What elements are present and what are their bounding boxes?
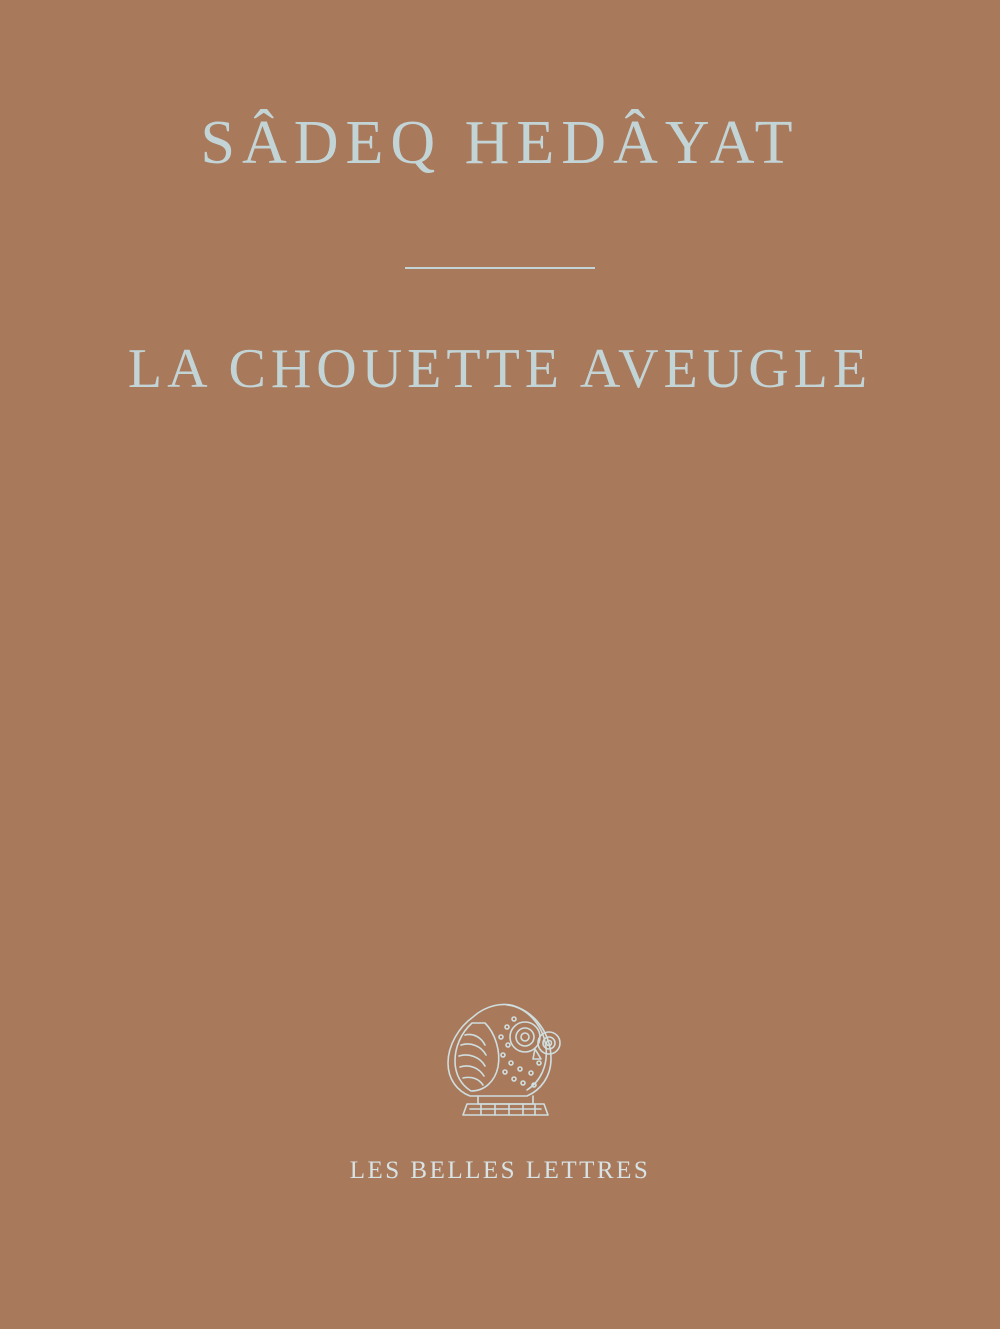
title-divider <box>405 267 595 269</box>
publisher-name: LES BELLES LETTRES <box>349 1157 651 1184</box>
author-name: SÂDEQ HEDÂYAT <box>200 109 800 177</box>
book-title: LA CHOUETTE AVEUGLE <box>127 338 873 400</box>
owl-logo-icon <box>415 975 585 1125</box>
